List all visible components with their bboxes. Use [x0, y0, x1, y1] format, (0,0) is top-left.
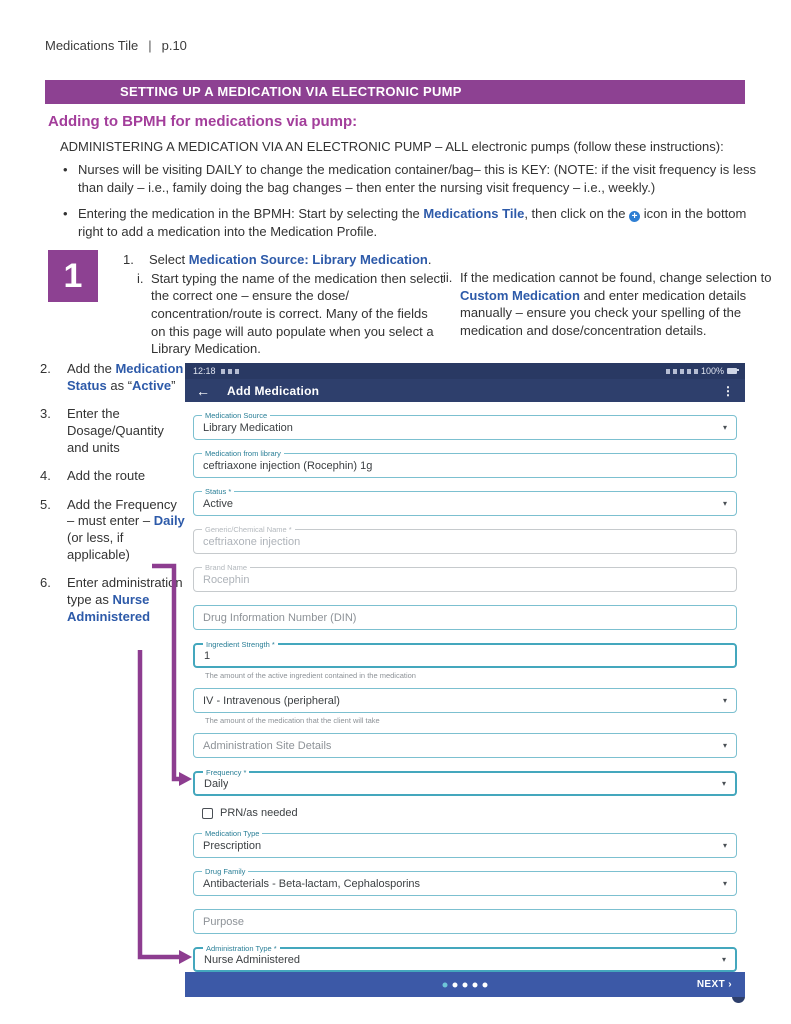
- back-button[interactable]: ←: [196, 382, 210, 399]
- dropdown-caret-icon: ▾: [722, 499, 727, 508]
- dropdown-caret-icon: ▾: [722, 841, 727, 850]
- field-placeholder: Administration Site Details: [203, 739, 332, 752]
- field-value: Library Medication: [203, 421, 293, 434]
- header-separator: |: [148, 38, 152, 53]
- text-segment: Select: [149, 252, 189, 267]
- text-segment: (or less, if applicable): [67, 530, 130, 562]
- pagination-dot: [453, 982, 458, 987]
- field-value: Prescription: [203, 839, 262, 852]
- checkbox-label: PRN/as needed: [220, 807, 298, 819]
- list-number: i.: [137, 270, 144, 286]
- field-value: IV - Intravenous (peripheral): [203, 694, 340, 707]
- wifi-icon: [687, 369, 691, 374]
- custom-medication-highlight: Custom Medication: [460, 287, 580, 303]
- overflow-menu-button[interactable]: ⋮: [722, 383, 734, 398]
- field-value: Antibacterials - Beta-lactam, Cephalosporins: [203, 877, 421, 890]
- bullet-icon: •: [63, 162, 68, 177]
- field-medication-type[interactable]: [193, 829, 737, 858]
- field-purpose[interactable]: [193, 909, 737, 934]
- step-number-badge: 1: [48, 250, 98, 302]
- field-placeholder: Drug Information Number (DIN): [203, 611, 357, 624]
- next-button[interactable]: NEXT ›: [696, 979, 732, 990]
- dropdown-caret-icon: ▾: [722, 741, 727, 750]
- field-helper-text: The amount of the active ingredient contained in the medication: [205, 671, 416, 680]
- side-step-text: [67, 406, 187, 456]
- text-segment: as “: [106, 377, 133, 393]
- substep-i: [123, 270, 445, 358]
- status-icon: [221, 369, 225, 374]
- list-number: 6.: [40, 575, 51, 591]
- bottom-bar: [185, 972, 745, 997]
- field-label: Medication Type: [202, 829, 262, 838]
- pagination-dot: [483, 982, 488, 987]
- status-left-icons: [221, 369, 239, 374]
- pagination-dot: [473, 982, 478, 987]
- field-label: Generic/Chemical Name *: [202, 525, 295, 534]
- highlight-text: Active: [132, 377, 172, 393]
- location-icon: [680, 369, 684, 374]
- status-bar: [185, 363, 745, 379]
- bullet-item: [63, 205, 763, 241]
- substep-i-text: Start typing the name of the medication then select the correct one – ensure the dose/ concentration/route is correct. Many of the fields on this page will auto populate when you select a Library Medication.: [151, 270, 444, 357]
- status-icon: [228, 369, 232, 374]
- highlight-text: Nurse Administered: [67, 591, 151, 624]
- form-body: [185, 411, 745, 984]
- field-medication-from-library[interactable]: [193, 449, 737, 478]
- field-value: Daily: [204, 777, 229, 790]
- bullet-icon: •: [63, 205, 68, 221]
- field-iv-intravenous-peripheral[interactable]: [193, 688, 737, 713]
- field-administration-type[interactable]: [193, 944, 737, 972]
- dropdown-caret-icon: ▾: [721, 955, 726, 964]
- field-label: Medication Source: [202, 411, 270, 420]
- side-step-item: [40, 468, 190, 485]
- section-heading: Adding to BPMH for medications via pump:: [48, 113, 358, 130]
- bullet-item: [63, 161, 763, 197]
- checkbox-icon[interactable]: [202, 808, 213, 819]
- text-segment: If the medication cannot be found, change selection to: [460, 270, 772, 285]
- medications-tile-highlight: Medications Tile: [423, 205, 525, 221]
- prn-checkbox-row[interactable]: [202, 806, 737, 820]
- status-icon: [235, 369, 239, 374]
- side-step-item: [40, 497, 190, 564]
- app-bar: [185, 379, 745, 402]
- text-segment: icon in the bottom right to add a medication into the Medication Profile.: [78, 205, 747, 239]
- list-number: 1.: [123, 252, 134, 267]
- side-step-text: [67, 468, 187, 485]
- side-step-item: [40, 575, 190, 625]
- side-step-item: [40, 361, 190, 394]
- text-segment: .: [427, 252, 432, 267]
- field-label: Medication from library: [202, 449, 284, 458]
- field-label: Frequency *: [203, 768, 249, 777]
- field-label: Ingredient Strength *: [203, 640, 278, 649]
- step1-instructions: [123, 251, 445, 358]
- text-segment: ”: [171, 377, 176, 393]
- side-step-item: [40, 406, 190, 456]
- intro-line: ADMINISTERING A MEDICATION VIA AN ELECTRONIC PUMP – ALL electronic pumps (follow these instructions):: [60, 139, 724, 154]
- highlight-text: Medication Status: [67, 361, 184, 393]
- pagination-dots: [443, 982, 488, 987]
- field-frequency[interactable]: [193, 768, 737, 796]
- field-helper-text: The amount of the medication that the client will take: [205, 716, 380, 725]
- field-value: 1: [204, 649, 211, 662]
- page-number: p.10: [161, 38, 187, 53]
- battery-icon: [727, 368, 737, 374]
- side-step-list: [40, 361, 190, 637]
- field-label: Status *: [202, 487, 234, 496]
- text-segment: Enter administration type as: [67, 575, 183, 607]
- list-number: 4.: [40, 468, 51, 484]
- add-icon: +: [629, 211, 640, 222]
- field-placeholder: Purpose: [203, 915, 244, 928]
- text-segment: Enter the Dosage/Quantity and units: [67, 406, 164, 455]
- dropdown-caret-icon: ▾: [722, 879, 727, 888]
- app-screenshot: [185, 363, 745, 997]
- app-bar-title: Add Medication: [227, 383, 320, 398]
- dropdown-caret-icon: ▾: [721, 779, 726, 788]
- field-value: ceftriaxone injection (Rocephin) 1g: [203, 459, 373, 472]
- text-segment: , then click on the: [524, 205, 630, 221]
- pagination-dot: [463, 982, 468, 987]
- list-number: ii.: [443, 270, 453, 285]
- field-value: Active: [203, 497, 233, 510]
- step1-line: [123, 251, 445, 269]
- field-value: ceftriaxone injection: [203, 535, 301, 548]
- lock-icon: [666, 369, 670, 374]
- side-step-text: [67, 361, 187, 394]
- battery-percent: 100%: [700, 366, 724, 376]
- field-drug-family[interactable]: [193, 867, 737, 896]
- mute-icon: [673, 369, 677, 374]
- status-time: 12:18: [193, 366, 216, 376]
- text-segment: Add the: [67, 361, 116, 376]
- section-banner: SETTING UP A MEDICATION VIA ELECTRONIC PUMP: [45, 80, 745, 104]
- field-generic-chemical-name: [193, 525, 737, 554]
- medication-source-highlight: Medication Source: Library Medication: [188, 252, 428, 267]
- text-segment: Add the Frequency – must enter –: [67, 496, 177, 529]
- bullet-list: [63, 161, 763, 249]
- document-title: Medications Tile: [45, 38, 139, 53]
- page-header: [45, 38, 187, 53]
- list-number: 2.: [40, 361, 51, 376]
- substep-ii: [443, 269, 783, 340]
- field-label: Brand Name: [202, 563, 250, 572]
- list-number: 3.: [40, 406, 51, 422]
- field-label: Drug Family: [202, 867, 248, 876]
- field-value: Nurse Administered: [204, 953, 300, 966]
- field-administration-site-details[interactable]: [193, 733, 737, 758]
- text-segment: Entering the medication in the BPMH: Start by selecting the: [78, 205, 424, 221]
- text-segment: Add the route: [67, 468, 146, 484]
- field-brand-name: [193, 563, 737, 592]
- field-ingredient-strength[interactable]: [193, 640, 737, 668]
- field-value: Rocephin: [203, 573, 250, 586]
- field-drug-information-number-din[interactable]: [193, 605, 737, 630]
- text-segment: and enter medication details manually – ensure you check your spelling of the medication and dose/concentration details.: [460, 287, 747, 339]
- substep-ii-text: [460, 269, 783, 340]
- step1-text: [149, 251, 431, 269]
- field-label: Administration Type *: [203, 944, 280, 953]
- field-medication-source[interactable]: [193, 411, 737, 440]
- dropdown-caret-icon: ▾: [722, 423, 727, 432]
- side-step-text: [67, 575, 187, 625]
- dropdown-caret-icon: ▾: [722, 696, 727, 705]
- bullet-text: Nurses will be visiting DAILY to change the medication container/bag– this is KEY: (NOTE: if the visit frequency is less than daily – i.e., family doing the bag changes – then enter the nursing visit frequency – i.e., weekly.): [78, 162, 756, 195]
- highlight-text: Daily: [153, 513, 185, 529]
- field-status[interactable]: [193, 487, 737, 516]
- pagination-dot: [443, 982, 448, 987]
- side-step-text: [67, 497, 187, 564]
- status-right-icons: [666, 366, 737, 376]
- signal-icon: [694, 369, 698, 374]
- bullet-text: [78, 205, 763, 241]
- list-number: 5.: [40, 496, 51, 512]
